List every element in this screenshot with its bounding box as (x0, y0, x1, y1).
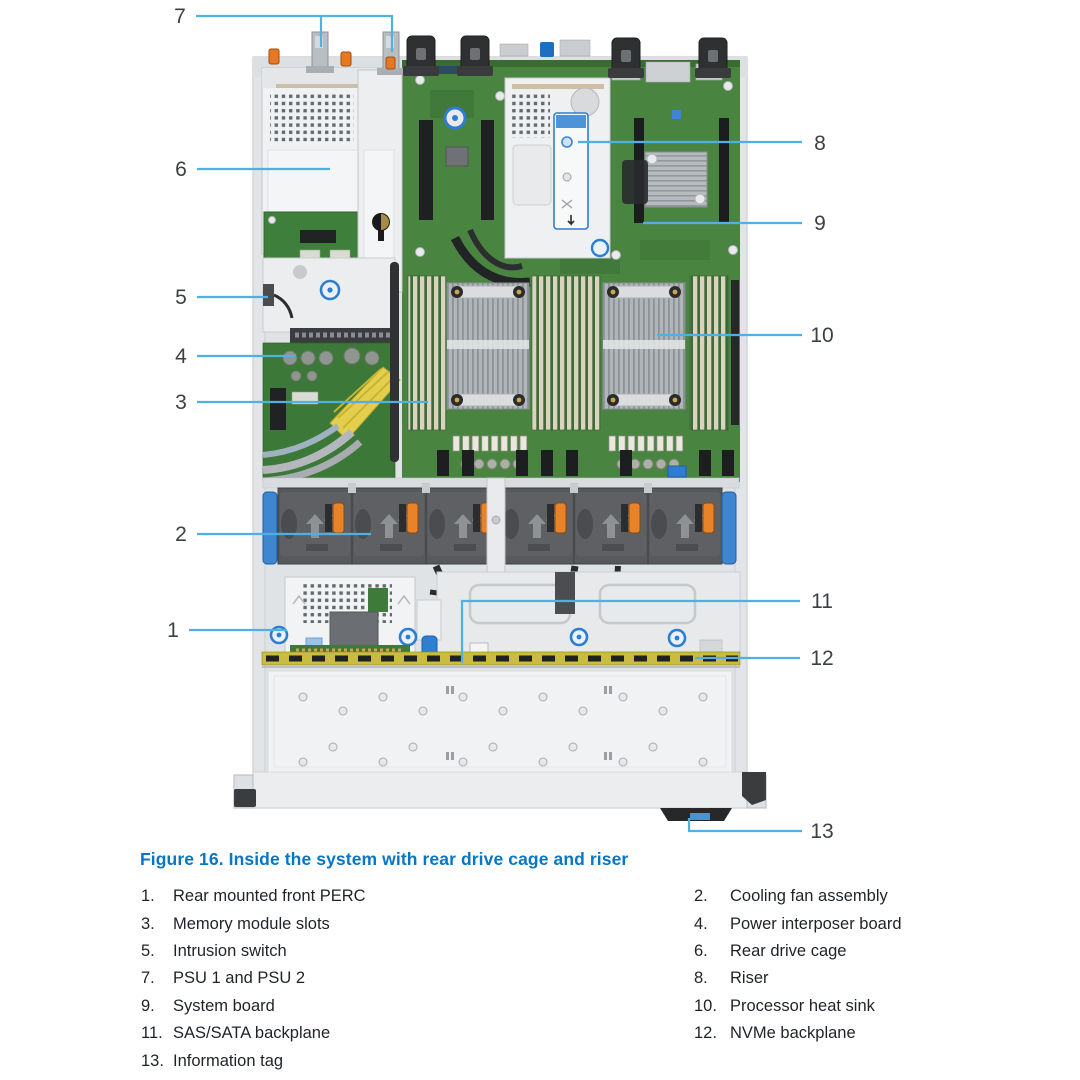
callout-number-4: 4 (175, 345, 187, 368)
legend-item-label: System board (173, 996, 275, 1015)
information-tag (660, 808, 732, 821)
legend-right-column (694, 883, 1054, 1047)
legend-item (141, 938, 571, 965)
callout-number-12: 12 (810, 647, 834, 670)
psu-release-tab (386, 57, 395, 69)
nvme-backplane (262, 652, 740, 667)
legend-item-number: 4. (694, 914, 708, 933)
dimm-slots-group (532, 276, 600, 430)
legend-item-number: 8. (694, 969, 708, 988)
legend-item (141, 910, 571, 937)
release-button (540, 42, 554, 57)
intrusion-switch-area (263, 258, 395, 343)
legend-item-label: Intrusion switch (173, 941, 287, 960)
legend-item (141, 965, 571, 992)
fan (500, 488, 574, 564)
legend-item (694, 938, 1054, 965)
chassis-foot-left (234, 789, 256, 807)
callout-number-5: 5 (175, 286, 187, 309)
legend-item-label: PSU 1 and PSU 2 (173, 969, 306, 988)
legend-item-number: 13. (141, 1051, 164, 1070)
fan (574, 488, 648, 564)
legend-item (694, 883, 1054, 910)
legend-item-label: Power interposer board (730, 914, 902, 933)
fan-release-lever-left (263, 492, 277, 564)
intrusion-switch (263, 284, 274, 306)
pcie-slot (419, 120, 433, 220)
psu-release-tab (341, 52, 351, 66)
pcie-slot (719, 118, 729, 223)
chipset-heatsink (645, 152, 707, 207)
dimm-slots-group (690, 276, 728, 430)
legend-item-number: 6. (694, 941, 708, 960)
riser-label-card (554, 113, 588, 229)
legend-item-label: Memory module slots (173, 914, 330, 933)
callout-number-7: 7 (174, 5, 186, 28)
fan-release-lever-right (722, 492, 736, 564)
rear-mounted-front-perc (271, 577, 416, 656)
legend-item-label: SAS/SATA backplane (173, 1024, 331, 1043)
legend-item (141, 993, 571, 1020)
riser-assembly (505, 78, 610, 258)
callout-line-7 (196, 16, 392, 52)
callout-number-3: 3 (175, 391, 187, 414)
legend-item-number: 2. (694, 887, 708, 906)
fan (648, 488, 722, 564)
legend-item-label: NVMe backplane (730, 1024, 856, 1043)
legend-left-column (141, 883, 571, 1075)
callout-number-8: 8 (814, 132, 826, 155)
legend-item-label: Information tag (173, 1051, 284, 1070)
pcie-slot (481, 120, 494, 220)
legend-item (694, 910, 1054, 937)
legend-item-number: 5. (141, 941, 155, 960)
legend-item-label: Rear drive cage (730, 941, 847, 960)
legend-item-label: Cooling fan assembly (730, 887, 888, 906)
callout-number-1: 1 (167, 619, 179, 642)
legend-item-label: Processor heat sink (730, 996, 875, 1015)
processor-heatsink-2 (603, 283, 685, 409)
figure-caption: Figure 16. Inside the system with rear drive cage and riser (140, 849, 629, 869)
callout-number-9: 9 (814, 212, 826, 235)
legend-item-number: 9. (141, 996, 155, 1015)
dimm-slots-group (408, 276, 446, 430)
legend-item (141, 1020, 571, 1047)
fan (352, 488, 426, 564)
callout-number-6: 6 (175, 158, 187, 181)
legend-item (694, 993, 1054, 1020)
legend-item-number: 7. (141, 969, 155, 988)
callout-number-2: 2 (175, 523, 187, 546)
processor-heatsink-1 (447, 283, 529, 409)
drive-bay-cover (268, 671, 732, 772)
psu-release-tab (269, 49, 279, 64)
legend-item-number: 1. (141, 887, 155, 906)
legend-item-label: Rear mounted front PERC (173, 887, 366, 906)
fan (278, 488, 352, 564)
callout-number-11: 11 (811, 590, 833, 613)
legend-item-number: 3. (141, 914, 155, 933)
legend-item (694, 965, 1054, 992)
legend-item (694, 1020, 1054, 1047)
legend-item (141, 883, 571, 910)
legend-item-number: 12. (694, 1024, 717, 1043)
legend-item-number: 10. (694, 996, 717, 1015)
legend-item (141, 1047, 571, 1074)
sas-sata-backplane (417, 572, 740, 662)
callout-number-10: 10 (810, 324, 834, 347)
callout-number-13: 13 (810, 820, 834, 843)
legend-item-label: Riser (730, 969, 769, 988)
legend-item-number: 11. (141, 1024, 163, 1043)
